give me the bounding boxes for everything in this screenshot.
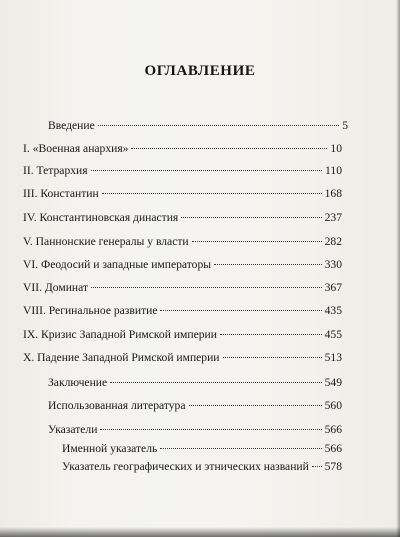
toc-entry-page: 560	[324, 399, 342, 412]
toc-entry-title: Указатель географических и этнических названий	[62, 460, 309, 473]
toc-entry-conclusion	[48, 376, 342, 390]
toc-entry-chapter-5	[23, 235, 342, 249]
toc-entry-title: III. Константин	[23, 187, 99, 200]
dot-leader	[91, 169, 322, 171]
toc-entry-chapter-9	[23, 328, 342, 342]
dot-leader	[214, 263, 322, 265]
toc-entry-page: 455	[324, 328, 342, 341]
toc-entry-title: Заключение	[48, 376, 108, 389]
toc-entry-bibliography	[48, 399, 342, 413]
page-title: ОГЛАВЛЕНИЕ	[144, 63, 256, 79]
toc-entry-title: Указатели	[48, 423, 98, 436]
toc-entry-page: 566	[324, 442, 342, 455]
toc-entry-page: 282	[324, 235, 342, 248]
toc-entry-page: 110	[325, 164, 342, 177]
dot-leader	[181, 216, 321, 218]
dot-leader	[160, 309, 321, 311]
toc-entry-page: 549	[324, 376, 342, 389]
toc-entry-title: Использованная литература	[48, 399, 186, 412]
dot-leader	[220, 333, 322, 335]
dot-leader	[223, 356, 322, 358]
toc-entry-chapter-1	[23, 142, 342, 156]
toc-entry-title: Введение	[48, 119, 95, 132]
dot-leader	[91, 286, 322, 288]
dot-leader	[160, 447, 321, 449]
toc-entry-title: VI. Феодосий и западные императоры	[23, 258, 212, 271]
page-bottom-shadow	[0, 527, 400, 537]
toc-entry-name-index	[62, 442, 342, 456]
toc-entry-page: 10	[330, 142, 342, 155]
dot-leader	[110, 381, 321, 383]
toc-entry-title: IX. Кризис Западной Римской империи	[23, 328, 217, 341]
toc-entry-introduction	[48, 119, 348, 133]
dot-leader	[189, 404, 322, 406]
toc-entry-chapter-2	[23, 164, 342, 178]
page-edge-shadow	[396, 0, 400, 537]
toc-entry-page: 566	[324, 423, 342, 436]
toc-entry-title: IV. Константиновская династия	[23, 211, 179, 224]
toc-entry-geographic-index	[62, 460, 342, 474]
toc-entry-title: I. «Военная анархия»	[23, 142, 129, 155]
dot-leader	[131, 147, 327, 149]
toc-entry-indexes	[48, 423, 342, 437]
toc-entry-page: 330	[324, 258, 342, 271]
toc-entry-page: 5	[342, 119, 348, 132]
toc-entry-chapter-4	[23, 211, 342, 225]
dot-leader	[98, 124, 339, 126]
dot-leader	[312, 465, 322, 467]
toc-entry-title: X. Падение Западной Римской империи	[23, 351, 220, 364]
toc-entry-page: 237	[324, 211, 342, 224]
toc-entry-chapter-7	[23, 281, 342, 295]
toc-entry-title: Именной указатель	[62, 442, 158, 455]
dot-leader	[102, 192, 322, 194]
dot-leader	[100, 428, 321, 430]
toc-entry-page: 578	[324, 460, 342, 473]
toc-entry-chapter-8	[23, 304, 342, 318]
toc-entry-page: 435	[324, 304, 342, 317]
toc-entry-chapter-3	[23, 187, 342, 201]
toc-entry-page: 367	[324, 281, 342, 294]
toc-entry-title: V. Паннонские генералы у власти	[23, 235, 189, 248]
toc-entry-title: II. Тетрархия	[23, 164, 88, 177]
toc-entry-title: VIII. Регинальное развитие	[23, 304, 158, 317]
toc-entry-page: 168	[324, 187, 342, 200]
toc-entry-title: VII. Доминат	[23, 281, 89, 294]
toc-entry-page: 513	[324, 351, 342, 364]
toc-entry-chapter-10	[23, 351, 342, 365]
dot-leader	[192, 240, 322, 242]
toc-entry-chapter-6	[23, 258, 342, 272]
